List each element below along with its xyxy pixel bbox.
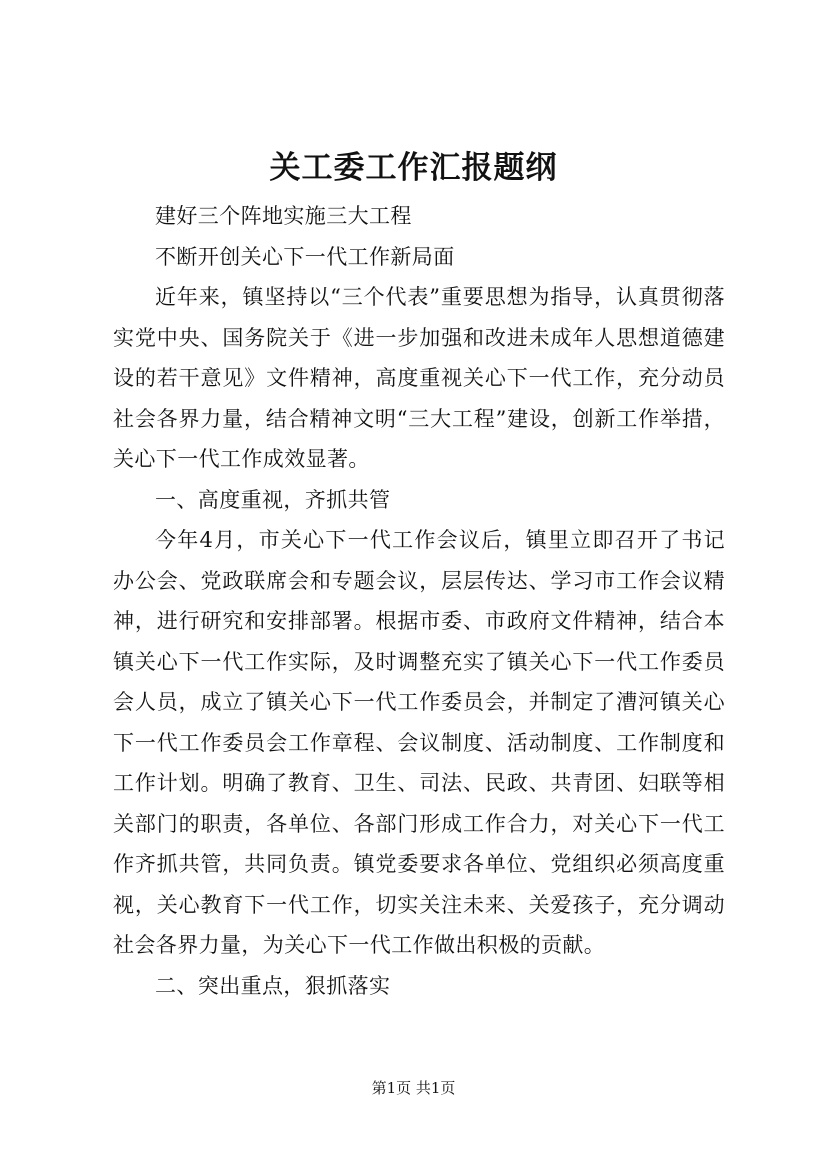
section-heading-2: 二、突出重点，狠抓落实 [155,973,391,998]
page-number: 第1页 共1页 [371,1079,456,1097]
section-heading-1: 一、高度重视，齐抓共管 [155,487,391,512]
intro-paragraph: 近年来，镇坚持以“三个代表”重要思想为指导，认真贯彻落实党中央、国务院关于《进一步加强和改进未成年人思想道德建设的若干意见》文件精神，高度重视关心下一代工作，充分动员社会各界力量，结合精神文明“三大工程”建设，创新工作举措，关心下一代工作成效显著。 [113,285,725,471]
subtitle-line-2: 不断开创关心下一代工作新局面 [155,244,455,269]
document-body [113,196,725,1006]
document-title: 关工委工作汇报题纲 [269,150,558,186]
section-1-paragraph: 今年4月，市关心下一代工作会议后，镇里立即召开了书记办公会、党政联席会和专题会议，层层传达、学习市工作会议精神，进行研究和安排部署。根据市委、市政府文件精神，结合本镇关心下一代工作实际，及时调整充实了镇关心下一代工作委员会人员，成立了镇关心下一代工作委员会，并制定了漕河镇关心下一代工作委员会工作章程、会议制度、活动制度、工作制度和工作计划。明确了教育、卫生、司法、民政、共青团、妇联等相关部门的职责，各单位、各部门形成工作合力，对关心下一代工作齐抓共管，共同负责。镇党委要求各单位、党组织必须高度重视，关心教育下一代工作，切实关注未来、关爱孩子，充分调动社会各界力量，为关心下一代工作做出积极的贡献。 [113,528,725,957]
page-footer [0,1078,827,1098]
subtitle-line-1: 建好三个阵地实施三大工程 [155,204,412,228]
